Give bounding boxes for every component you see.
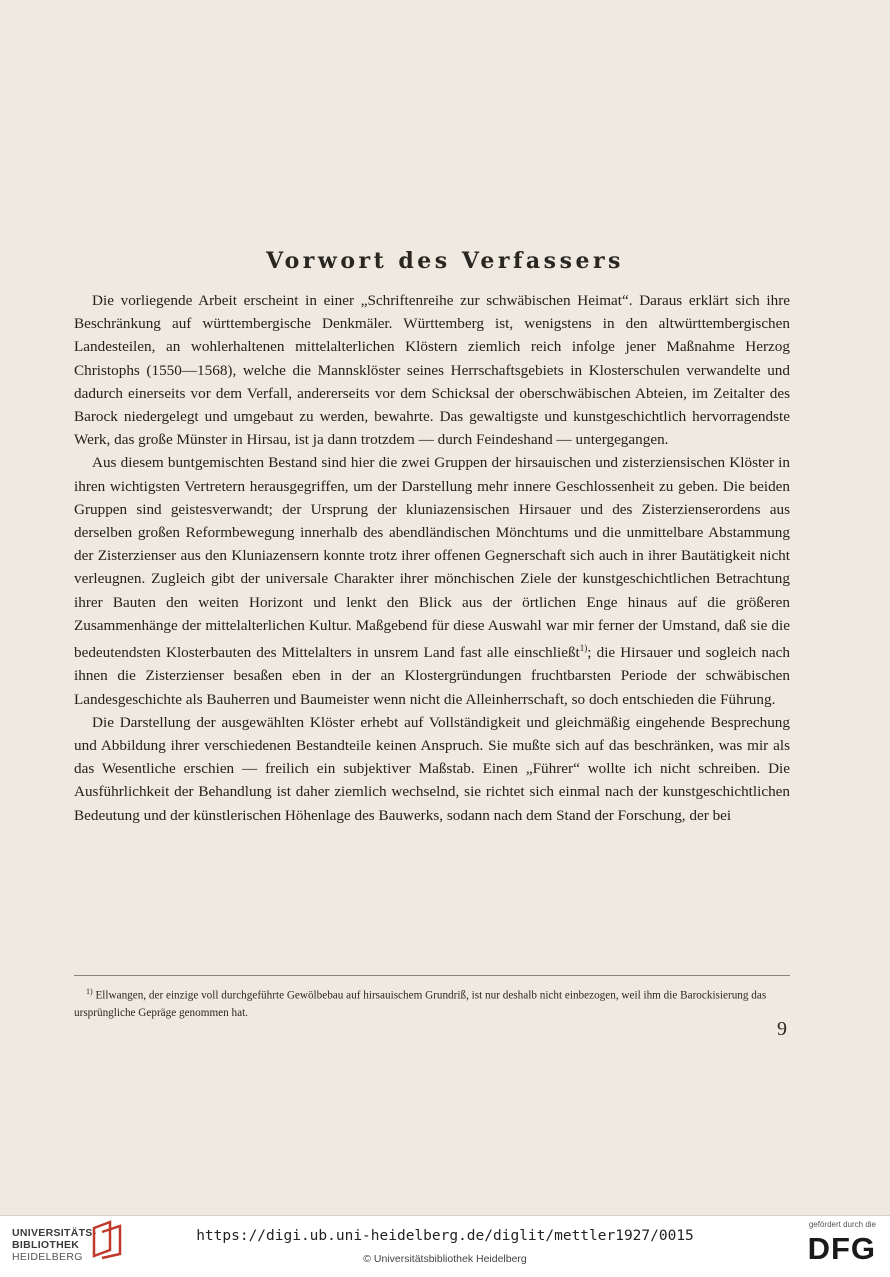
permalink-url[interactable]: https://digi.ub.uni-heidelberg.de/diglit/mettler1927/0015 xyxy=(196,1228,694,1244)
paragraph: Die Darstellung der ausgewählten Klöster erhebt auf Vollständigkeit und gleichmäßig eingehende Besprechung und Abbildung ihrer verschiedenen Bestandteile keinen Anspruch. Sie mußte sich auf das beschränken, was mir als das Wesentliche erschien — freilich ein subjektiver Maßstab. Einen „Führer“ wollte ich nicht schreiben. Die Ausführlichkeit der Behandlung ist daher ziemlich wechselnd, sie richtet sich einmal nach der kunstgeschichtlichen Bedeutung und der künstlerischen Höhenlage des Bauwerks, sodann nach dem Stand der Forschung, der bei xyxy=(74,713,790,824)
funder-caption: gefördert durch die xyxy=(808,1220,876,1229)
library-name-line: UNIVERSITÄTS- xyxy=(12,1227,97,1239)
paragraph xyxy=(74,451,790,710)
copyright-notice: © Universitätsbibliothek Heidelberg xyxy=(363,1253,527,1265)
dfg-logo[interactable]: DFG xyxy=(807,1231,876,1266)
library-name-line: HEIDELBERG xyxy=(12,1251,83,1263)
footer-bar xyxy=(0,1215,890,1277)
footnote-marker: 1) xyxy=(86,987,93,996)
paragraph-part: Aus diesem buntgemischten Bestand sind hier die zwei Gruppen der hirsauischen und zisterziensischen Klöster in ihren wichtigsten Vertretern herausgegriffen, um der Darstellung mehr innere Geschlossenheit zu geben. Die beiden Gruppen sind geistesverwandt; der Ursprung der kluniazensischen Hirsauer und des Zisterzienserordens aus derselben großen Reformbewegung innerhalb des abendländischen Mönchtums und die unmittelbare Abstammung der Zisterzienser aus den Kluniazensern konnte trotz ihrer offenen Gegnerschaft sich auch in ihrer Bautätigkeit nicht verleugnen. Zugleich gibt der universale Charakter ihrer mönchischen Ziele der kunstgeschichtlichen Betrachtung ihrer Bauten den weiten Horizont und lenkt den Blick aus der örtlichen Enge hinaus auf die größeren Zusammenhänge der mittelalterlichen Kultur. Maßgebend für diese Auswahl war mir ferner der Umstand, daß sie die bedeutendsten Klosterbauten des Mittelalters in unsrem Land fast alle einschließt xyxy=(74,454,790,662)
paragraph: Die vorliegende Arbeit erscheint in einer „Schriftenreihe zur schwäbischen Heimat“. Daraus erklärt sich ihre Beschränkung auf württembergische Denkmäler. Württemberg ist, wenigstens in den altwürttembergischen Landesteilen, an wohlerhaltenen mittelalterlichen Klöstern ziemlich reich infolge jener Maßnahme Herzog Christophs (1550—1568), welche die Mannsklöster seines Herrschaftsgebiets in Klosterschulen verwandelte und dadurch einerseits vor dem Verfall, andererseits vor dem Schicksal der oberschwäbischen Abteien, im Zeitalter des Barock niedergelegt und umgebaut zu werden, bewahrte. Das gewaltigste und kunstgeschichtlich hervorragendste Werk, das große Münster in Hirsau, ist ja dann trotzdem — durch Feindeshand — untergegangen. xyxy=(74,292,790,449)
body-text xyxy=(74,289,790,827)
footnote-reference[interactable]: 1) xyxy=(579,643,588,654)
footnote-divider xyxy=(74,975,790,976)
paragraph-part: ; die Hirsauer und sogleich nach ihnen die Zisterzienser besaßen eben in der an Klostergründungen fruchtbarsten Periode der schwäbischen Landesgeschichte als Bauherren und Baumeister wenn nicht die Alleinherrschaft, so doch entschieden die Führung. xyxy=(74,644,790,708)
page-number: 9 xyxy=(777,1018,787,1040)
page-title: Vorwort des Verfassers xyxy=(266,248,624,274)
library-name-line: BIBLIOTHEK xyxy=(12,1239,80,1251)
footnote-text: Ellwangen, der einzige voll durchgeführte Gewölbebau auf hirsauischem Grundriß, ist nur deshalb nicht einbezogen, weil ihm die Barockisierung das ursprüngliche Gepräge genommen hat. xyxy=(74,989,767,1019)
footnote xyxy=(74,983,790,1022)
